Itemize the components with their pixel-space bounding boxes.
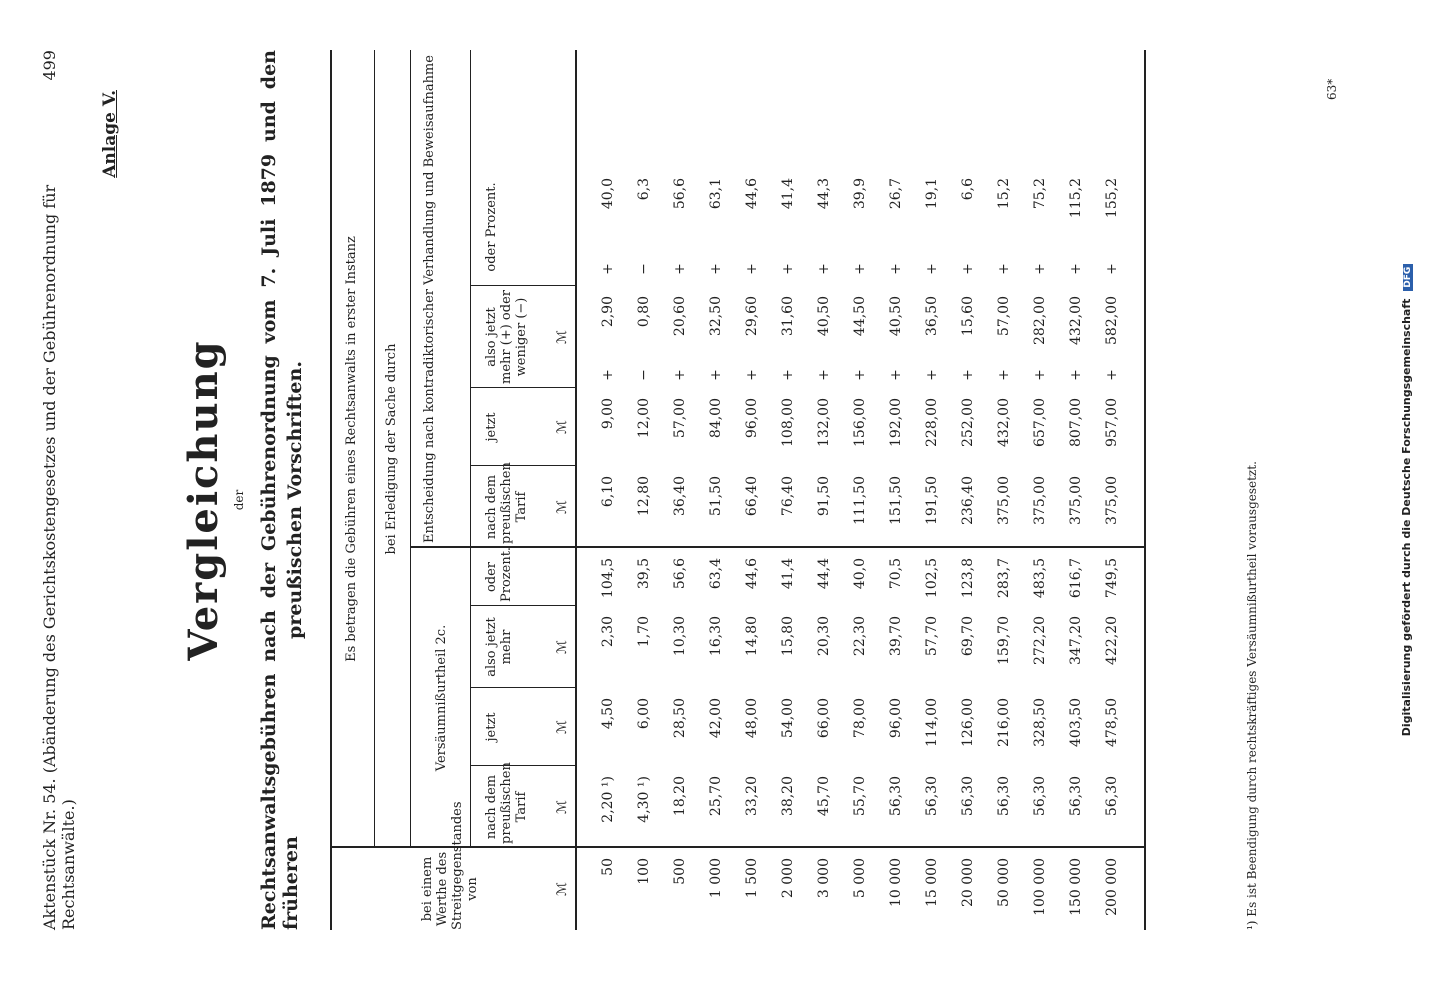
cell-prev-2: 111,50 xyxy=(852,476,868,525)
cell-prev-1: 2,20 ¹) xyxy=(600,776,616,823)
cell-pct-1: 70,5 xyxy=(888,558,904,590)
cell-value: 100 000 xyxy=(1032,858,1048,916)
cell-sign-pct-2: + xyxy=(600,263,616,275)
sub-now-2: jetzt xyxy=(484,412,499,442)
running-head-text: Aktenstück Nr. 54. (Abänderung des Gerichtskostengesetzes und der Gebührenordnung für Rechtsanwälte.) xyxy=(40,184,78,930)
cell-diff-2: 29,60 xyxy=(744,296,760,337)
cell-prev-1: 56,30 xyxy=(1104,776,1120,817)
cell-pct-2: 41,4 xyxy=(780,178,796,210)
cell-diff-2: 282,00 xyxy=(1032,296,1048,345)
cell-diff-2: 582,00 xyxy=(1104,296,1120,345)
cell-pct-1: 749,5 xyxy=(1104,558,1120,599)
cell-sign-diff-2: + xyxy=(1068,369,1084,381)
cell-diff-2: 40,50 xyxy=(888,296,904,337)
cell-sign-diff-2: + xyxy=(1032,369,1048,381)
cell-diff-2: 57,00 xyxy=(996,296,1012,337)
sub-prev-2: nach dem preußischen Tarif xyxy=(484,462,529,544)
cell-prev-1: 56,30 xyxy=(1068,776,1084,817)
cell-now-1: 6,00 xyxy=(636,698,652,730)
cell-sign-pct-2: + xyxy=(1068,263,1084,275)
cell-diff-1: 22,30 xyxy=(852,616,868,657)
cell-now-1: 114,00 xyxy=(924,698,940,747)
cell-now-1: 78,00 xyxy=(852,698,868,739)
cell-pct-1: 44,6 xyxy=(744,558,760,590)
cell-prev-2: 66,40 xyxy=(744,476,760,517)
cell-pct-1: 616,7 xyxy=(1068,558,1084,599)
cell-diff-2: 32,50 xyxy=(708,296,724,337)
sub-prev-2-unit: ℳ xyxy=(555,500,570,514)
cell-sign-pct-2: + xyxy=(672,263,688,275)
sub-diff-2-unit: ℳ xyxy=(555,330,570,344)
cell-prev-2: 36,40 xyxy=(672,476,688,517)
cell-prev-2: 91,50 xyxy=(816,476,832,517)
cell-prev-1: 55,70 xyxy=(852,776,868,817)
cell-prev-1: 38,20 xyxy=(780,776,796,817)
cell-pct-2: 115,2 xyxy=(1068,178,1084,219)
cell-sign-diff-2: − xyxy=(636,369,652,381)
cell-prev-2: 76,40 xyxy=(780,476,796,517)
sub-now-1-unit: ℳ xyxy=(555,720,570,734)
cell-now-1: 28,50 xyxy=(672,698,688,739)
cell-pct-1: 102,5 xyxy=(924,558,940,599)
cell-prev-2: 375,00 xyxy=(1032,476,1048,525)
cell-pct-1: 39,5 xyxy=(636,558,652,590)
cell-now-1: 403,50 xyxy=(1068,698,1084,747)
digitization-note xyxy=(1400,0,1413,1000)
footer-page-number: 63* xyxy=(1325,78,1339,100)
cell-now-2: 657,00 xyxy=(1032,398,1048,447)
cell-value: 10 000 xyxy=(888,858,904,907)
cell-pct-2: 39,9 xyxy=(852,178,868,210)
cell-prev-1: 56,30 xyxy=(924,776,940,817)
cell-sign-diff-2: + xyxy=(708,369,724,381)
cell-prev-2: 51,50 xyxy=(708,476,724,517)
cell-sign-pct-2: + xyxy=(780,263,796,275)
table-top-rule xyxy=(330,50,332,930)
cell-pct-1: 283,7 xyxy=(996,558,1012,599)
cell-sign-pct-2: + xyxy=(744,263,760,275)
cell-diff-2: 2,90 xyxy=(600,296,616,328)
digitization-text: Digitalisierung gefördert durch die Deutsche Forschungsgemeinschaft xyxy=(1400,298,1413,737)
cell-diff-1: 2,30 xyxy=(600,616,616,648)
sub-diff-2: also jetzt mehr (+) oder weniger (−) xyxy=(484,290,529,384)
title-der: der xyxy=(232,489,246,511)
cell-diff-2: 15,60 xyxy=(960,296,976,337)
cell-value: 500 xyxy=(672,858,688,885)
cell-sign-pct-2: + xyxy=(1104,263,1120,275)
sub-prev-1: nach dem preußischen Tarif xyxy=(484,762,529,844)
cell-now-1: 54,00 xyxy=(780,698,796,739)
cell-diff-1: 422,20 xyxy=(1104,616,1120,665)
cell-sign-pct-2: + xyxy=(1032,263,1048,275)
cell-value: 15 000 xyxy=(924,858,940,907)
cell-prev-1: 56,30 xyxy=(888,776,904,817)
cell-now-1: 42,00 xyxy=(708,698,724,739)
cell-prev-2: 151,50 xyxy=(888,476,904,525)
document-title: Vergleichung xyxy=(180,339,227,661)
cell-now-2: 957,00 xyxy=(1104,398,1120,447)
col-unit-value: ℳ xyxy=(555,882,570,896)
cell-pct-1: 44,4 xyxy=(816,558,832,590)
group-contested-judgment: Entscheidung nach kontradiktorischer Verhandlung und Beweisaufnahme xyxy=(422,55,437,543)
cell-diff-1: 69,70 xyxy=(960,616,976,657)
cell-pct-2: 155,2 xyxy=(1104,178,1120,219)
group-default-judgment: Versäumnißurtheil 2c. xyxy=(434,624,449,772)
cell-prev-1: 56,30 xyxy=(960,776,976,817)
cell-now-1: 126,00 xyxy=(960,698,976,747)
cell-prev-1: 33,20 xyxy=(744,776,760,817)
cell-now-1: 216,00 xyxy=(996,698,1012,747)
col-header-value: bei einem Werthe des Streitgegenstandes von xyxy=(420,801,480,930)
cell-diff-1: 20,30 xyxy=(816,616,832,657)
cell-pct-2: 63,1 xyxy=(708,178,724,210)
cell-now-2: 156,00 xyxy=(852,398,868,447)
cell-pct-2: 6,6 xyxy=(960,178,976,201)
cell-prev-1: 4,30 ¹) xyxy=(636,776,652,823)
cell-pct-2: 19,1 xyxy=(924,178,940,210)
cell-diff-2: 31,60 xyxy=(780,296,796,337)
cell-pct-1: 123,8 xyxy=(960,558,976,599)
intro-rule xyxy=(374,50,375,848)
cell-prev-1: 56,30 xyxy=(1032,776,1048,817)
cell-diff-1: 57,70 xyxy=(924,616,940,657)
annex-label: Anlage V. xyxy=(100,90,120,178)
cell-diff-1: 347,20 xyxy=(1068,616,1084,665)
cell-sign-pct-2: + xyxy=(708,263,724,275)
cell-diff-2: 36,50 xyxy=(924,296,940,337)
cell-sign-diff-2: + xyxy=(780,369,796,381)
cell-sign-diff-2: + xyxy=(744,369,760,381)
sub-diff-1-unit: ℳ xyxy=(555,640,570,654)
cell-diff-2: 40,50 xyxy=(816,296,832,337)
cell-pct-1: 483,5 xyxy=(1032,558,1048,599)
cell-pct-1: 56,6 xyxy=(672,558,688,590)
cell-diff-1: 272,20 xyxy=(1032,616,1048,665)
cell-sign-pct-2: − xyxy=(636,263,652,275)
cell-prev-2: 191,50 xyxy=(924,476,940,525)
cell-now-1: 478,50 xyxy=(1104,698,1120,747)
cell-diff-1: 39,70 xyxy=(888,616,904,657)
cell-prev-1: 25,70 xyxy=(708,776,724,817)
cell-prev-2: 12,80 xyxy=(636,476,652,517)
cell-sign-pct-2: + xyxy=(996,263,1012,275)
group-header: bei Erledigung der Sache durch xyxy=(384,343,399,555)
cell-value: 2 000 xyxy=(780,858,796,899)
sub-pct-1: oder Prozent. xyxy=(484,546,514,602)
cell-now-1: 96,00 xyxy=(888,698,904,739)
cell-pct-2: 44,3 xyxy=(816,178,832,210)
cell-diff-1: 1,70 xyxy=(636,616,652,648)
cell-sign-diff-2: + xyxy=(600,369,616,381)
header-bottom-rule xyxy=(575,50,577,930)
cell-pct-2: 40,0 xyxy=(600,178,616,210)
cell-diff-2: 0,80 xyxy=(636,296,652,328)
cell-prev-2: 375,00 xyxy=(1068,476,1084,525)
cell-sign-diff-2: + xyxy=(816,369,832,381)
cell-sign-diff-2: + xyxy=(672,369,688,381)
cell-value: 100 xyxy=(636,858,652,885)
cell-diff-2: 20,60 xyxy=(672,296,688,337)
table-bottom-rule xyxy=(1144,50,1146,930)
cell-pct-1: 104,5 xyxy=(600,558,616,599)
cell-pct-2: 56,6 xyxy=(672,178,688,210)
cell-value: 3 000 xyxy=(816,858,832,899)
sub-prev-1-unit: ℳ xyxy=(555,800,570,814)
cell-sign-diff-2: + xyxy=(996,369,1012,381)
cell-pct-1: 40,0 xyxy=(852,558,868,590)
cell-value: 50 000 xyxy=(996,858,1012,907)
cell-value: 50 xyxy=(600,858,616,876)
cell-prev-1: 56,30 xyxy=(996,776,1012,817)
cell-prev-1: 45,70 xyxy=(816,776,832,817)
cell-pct-2: 75,2 xyxy=(1032,178,1048,210)
cell-now-1: 48,00 xyxy=(744,698,760,739)
cell-pct-2: 15,2 xyxy=(996,178,1012,210)
cell-prev-1: 18,20 xyxy=(672,776,688,817)
cell-diff-1: 159,70 xyxy=(996,616,1012,665)
footnote: ¹) Es ist Beendigung durch rechtskräftiges Versäumnißurtheil vorausgesetzt. xyxy=(1245,461,1259,930)
cell-diff-1: 16,30 xyxy=(708,616,724,657)
table-intro: Es betragen die Gebühren eines Rechtsanwalts in erster Instanz xyxy=(344,236,359,662)
cell-prev-2: 6,10 xyxy=(600,476,616,508)
cell-pct-2: 26,7 xyxy=(888,178,904,210)
sub-now-2-unit: ℳ xyxy=(555,420,570,434)
cell-diff-1: 14,80 xyxy=(744,616,760,657)
cell-now-1: 66,00 xyxy=(816,698,832,739)
cell-prev-2: 375,00 xyxy=(1104,476,1120,525)
subgroup-rule xyxy=(470,50,471,848)
cell-prev-2: 375,00 xyxy=(996,476,1012,525)
cell-now-2: 252,00 xyxy=(960,398,976,447)
subtitle-line-2: preußischen Vorschriften. xyxy=(284,361,306,639)
subtitle-line-1: Rechtsanwaltsgebühren nach der Gebührenordnung vom 7. Juli 1879 und den früheren xyxy=(258,50,302,930)
cell-now-2: 108,00 xyxy=(780,398,796,447)
cell-value: 150 000 xyxy=(1068,858,1084,916)
cell-pct-2: 44,6 xyxy=(744,178,760,210)
cell-sign-pct-2: + xyxy=(852,263,868,275)
cell-now-2: 432,00 xyxy=(996,398,1012,447)
cell-now-2: 132,00 xyxy=(816,398,832,447)
cell-sign-diff-2: + xyxy=(1104,369,1120,381)
cell-sign-diff-2: + xyxy=(888,369,904,381)
cell-pct-2: 6,3 xyxy=(636,178,652,201)
running-head xyxy=(40,50,78,930)
cell-sign-diff-2: + xyxy=(852,369,868,381)
cell-now-2: 192,00 xyxy=(888,398,904,447)
cell-diff-2: 44,50 xyxy=(852,296,868,337)
cell-sign-pct-2: + xyxy=(816,263,832,275)
cell-now-2: 807,00 xyxy=(1068,398,1084,447)
cell-now-2: 9,00 xyxy=(600,398,616,430)
cell-value: 20 000 xyxy=(960,858,976,907)
cell-sign-pct-2: + xyxy=(960,263,976,275)
sub-pct-2: oder Prozent. xyxy=(484,182,499,272)
group-rule xyxy=(410,50,411,848)
cell-diff-1: 15,80 xyxy=(780,616,796,657)
cell-value: 200 000 xyxy=(1104,858,1120,916)
cell-sign-diff-2: + xyxy=(924,369,940,381)
cell-sign-pct-2: + xyxy=(888,263,904,275)
cell-pct-1: 63,4 xyxy=(708,558,724,590)
dfg-logo-badge: DFG xyxy=(1403,264,1413,291)
cell-pct-1: 41,4 xyxy=(780,558,796,590)
cell-now-2: 96,00 xyxy=(744,398,760,439)
page-number: 499 xyxy=(40,50,59,81)
cell-sign-diff-2: + xyxy=(960,369,976,381)
cell-now-2: 12,00 xyxy=(636,398,652,439)
sub-now-1: jetzt xyxy=(484,712,499,742)
cell-now-2: 57,00 xyxy=(672,398,688,439)
cell-now-2: 228,00 xyxy=(924,398,940,447)
cell-diff-2: 432,00 xyxy=(1068,296,1084,345)
cell-now-1: 328,50 xyxy=(1032,698,1048,747)
cell-now-2: 84,00 xyxy=(708,398,724,439)
sub-diff-1: also jetzt mehr xyxy=(484,617,514,677)
cell-value: 1 500 xyxy=(744,858,760,899)
cell-value: 1 000 xyxy=(708,858,724,899)
cell-diff-1: 10,30 xyxy=(672,616,688,657)
cell-sign-pct-2: + xyxy=(924,263,940,275)
cell-value: 5 000 xyxy=(852,858,868,899)
cell-prev-2: 236,40 xyxy=(960,476,976,525)
cell-now-1: 4,50 xyxy=(600,698,616,730)
